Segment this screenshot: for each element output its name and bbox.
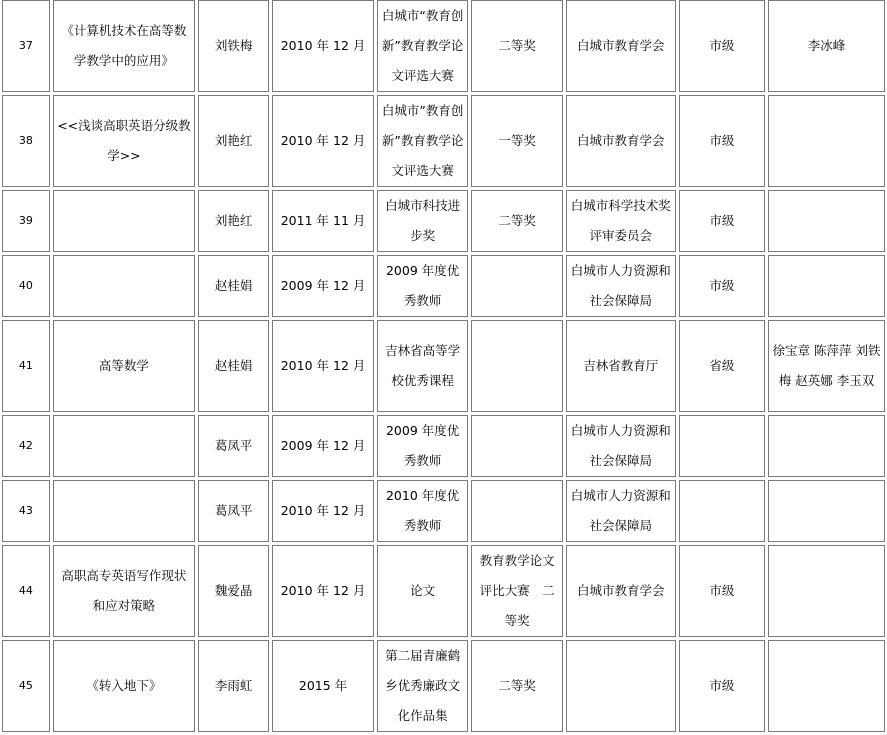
cell-level: 市级	[679, 190, 765, 252]
cell-org: 白城市人力资源和社会保障局	[566, 415, 676, 477]
cell-award-name: 白城市”教育创新”教育教学论文评选大赛	[377, 95, 468, 187]
cell-no: 44	[2, 545, 50, 637]
cell-no: 45	[2, 640, 50, 732]
cell-level: 市级	[679, 640, 765, 732]
cell-no: 39	[2, 190, 50, 252]
cell-members	[768, 190, 885, 252]
cell-title	[53, 255, 195, 317]
cell-award-name: 论文	[377, 545, 468, 637]
cell-award-name: 2009 年度优秀教师	[377, 255, 468, 317]
cell-title: 《计算机技术在高等数学教学中的应用》	[53, 0, 195, 92]
cell-date: 2015 年	[272, 640, 374, 732]
cell-title: 高职高专英语写作现状和应对策略	[53, 545, 195, 637]
table-row	[2, 480, 885, 542]
cell-grade	[471, 320, 562, 412]
cell-level: 市级	[679, 545, 765, 637]
table-row	[2, 415, 885, 477]
cell-person: 刘艳红	[198, 190, 269, 252]
cell-award-name: 2010 年度优秀教师	[377, 480, 468, 542]
table-row	[2, 640, 885, 732]
cell-grade: 二等奖	[471, 0, 562, 92]
cell-no: 41	[2, 320, 50, 412]
cell-award-name: 第二届青廉鹤乡优秀廉政文化作品集	[377, 640, 468, 732]
cell-org: 白城市教育学会	[566, 95, 676, 187]
cell-award-name: 2009 年度优秀教师	[377, 415, 468, 477]
cell-grade	[471, 415, 562, 477]
cell-members	[768, 480, 885, 542]
cell-title: 《转入地下》	[53, 640, 195, 732]
cell-level	[679, 415, 765, 477]
cell-members	[768, 545, 885, 637]
cell-person: 刘铁梅	[198, 0, 269, 92]
cell-org: 吉林省教育厅	[566, 320, 676, 412]
cell-date: 2010 年 12 月	[272, 545, 374, 637]
table-row	[2, 320, 885, 412]
cell-award-name: 白城市科技进步奖	[377, 190, 468, 252]
cell-no: 37	[2, 0, 50, 92]
cell-members: 徐宝章 陈萍萍 刘铁梅 赵英娜 李玉双	[768, 320, 885, 412]
cell-title	[53, 480, 195, 542]
table-row	[2, 0, 885, 92]
cell-no: 43	[2, 480, 50, 542]
cell-date: 2010 年 12 月	[272, 480, 374, 542]
cell-members: 李冰峰	[768, 0, 885, 92]
cell-no: 42	[2, 415, 50, 477]
cell-title: 高等数学	[53, 320, 195, 412]
table-row	[2, 545, 885, 637]
cell-grade	[471, 480, 562, 542]
cell-level: 市级	[679, 95, 765, 187]
cell-person: 魏爱晶	[198, 545, 269, 637]
table-row	[2, 95, 885, 187]
table-row	[2, 255, 885, 317]
cell-title: <<浅谈高职英语分级教学>>	[53, 95, 195, 187]
cell-date: 2010 年 12 月	[272, 320, 374, 412]
cell-org: 白城市科学技术奖评审委员会	[566, 190, 676, 252]
cell-no: 40	[2, 255, 50, 317]
cell-date: 2010 年 12 月	[272, 95, 374, 187]
cell-grade: 二等奖	[471, 190, 562, 252]
cell-date: 2009 年 12 月	[272, 415, 374, 477]
cell-award-name: 白城市“教育创新”教育教学论文评选大赛	[377, 0, 468, 92]
cell-person: 赵桂娟	[198, 255, 269, 317]
cell-title	[53, 415, 195, 477]
cell-members	[768, 640, 885, 732]
cell-person: 赵桂娟	[198, 320, 269, 412]
table-row	[2, 190, 885, 252]
cell-grade	[471, 255, 562, 317]
cell-person: 李雨虹	[198, 640, 269, 732]
cell-level	[679, 480, 765, 542]
cell-date: 2009 年 12 月	[272, 255, 374, 317]
cell-person: 刘艳红	[198, 95, 269, 187]
cell-org: 白城市人力资源和社会保障局	[566, 480, 676, 542]
cell-title	[53, 190, 195, 252]
cell-level: 省级	[679, 320, 765, 412]
cell-date: 2011 年 11 月	[272, 190, 374, 252]
cell-members	[768, 255, 885, 317]
cell-person: 葛凤平	[198, 480, 269, 542]
cell-org: 白城市人力资源和社会保障局	[566, 255, 676, 317]
cell-date: 2010 年 12 月	[272, 0, 374, 92]
cell-grade: 二等奖	[471, 640, 562, 732]
cell-org: 白城市教育学会	[566, 545, 676, 637]
cell-person: 葛凤平	[198, 415, 269, 477]
cell-org: 白城市教育学会	[566, 0, 676, 92]
cell-level: 市级	[679, 255, 765, 317]
cell-org	[566, 640, 676, 732]
cell-level: 市级	[679, 0, 765, 92]
cell-members	[768, 95, 885, 187]
cell-no: 38	[2, 95, 50, 187]
cell-award-name: 吉林省高等学校优秀课程	[377, 320, 468, 412]
cell-grade: 教育教学论文评比大赛 二等奖	[471, 545, 562, 637]
cell-grade: 一等奖	[471, 95, 562, 187]
cell-members	[768, 415, 885, 477]
